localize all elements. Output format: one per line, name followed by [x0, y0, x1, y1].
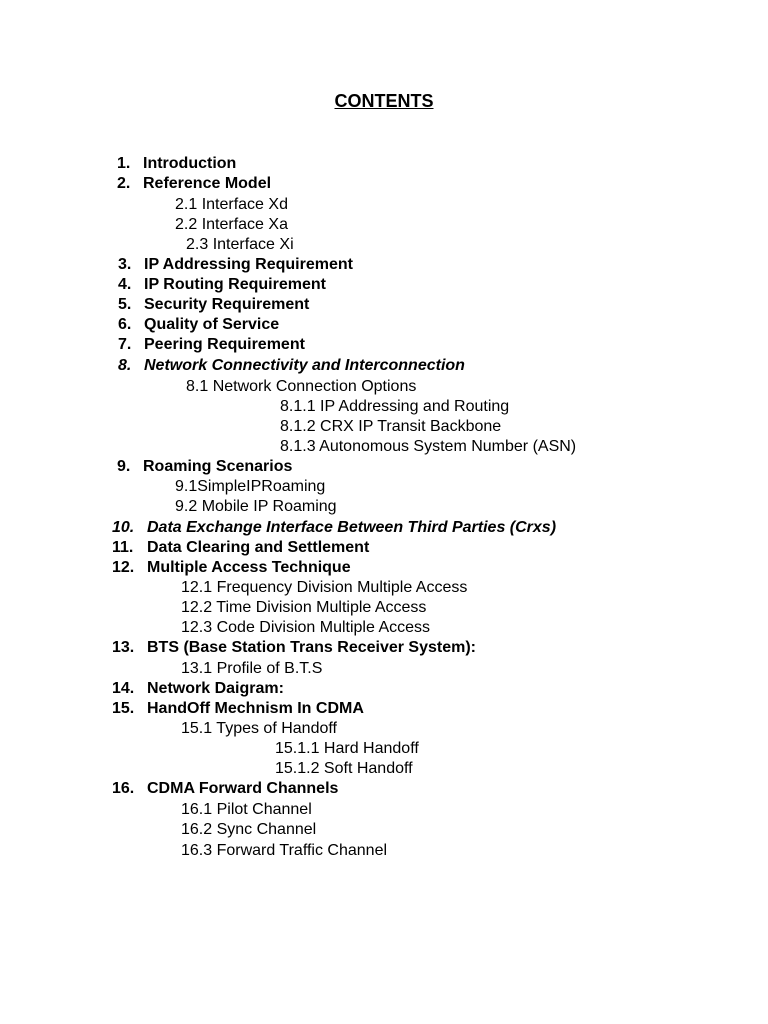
toc-text: CDMA Forward Channels	[147, 780, 339, 797]
toc-subsection	[186, 377, 416, 397]
toc-text: Quality of Service	[144, 316, 280, 333]
toc-text: 9.1SimpleIPRoaming	[175, 478, 326, 495]
toc-section	[118, 255, 353, 275]
toc-text: 13.1 Profile of B.T.S	[181, 660, 323, 677]
toc-text: 8.1.1 IP Addressing and Routing	[280, 398, 510, 415]
toc-text: 2.2 Interface Xa	[175, 216, 288, 233]
toc-subsection	[181, 618, 430, 638]
toc-section	[118, 335, 305, 355]
toc-text: 16.3 Forward Traffic Channel	[181, 842, 388, 859]
toc-text: 8.1.3 Autonomous System Number (ASN)	[280, 438, 577, 455]
toc-text: 2.3 Interface Xi	[186, 236, 294, 253]
toc-subsection	[175, 215, 288, 235]
toc-text: HandOff Mechnism In CDMA	[147, 700, 364, 717]
toc-text: IP Routing Requirement	[144, 276, 326, 293]
toc-subsection	[280, 437, 576, 457]
toc-number: 16.	[112, 780, 135, 797]
toc-number: 14.	[112, 680, 135, 697]
toc-number: 15.	[112, 700, 135, 717]
toc-section	[117, 457, 292, 477]
toc-subsection	[181, 841, 387, 861]
toc-subsection	[280, 397, 509, 417]
toc-text: 8.1.2 CRX IP Transit Backbone	[280, 418, 502, 435]
toc-number: 3.	[118, 256, 132, 273]
toc-section	[118, 295, 309, 315]
toc-section	[112, 699, 364, 719]
toc-section	[118, 356, 465, 376]
toc-subsection	[181, 659, 322, 679]
toc-section	[118, 315, 279, 335]
toc-section	[112, 638, 476, 658]
toc-text: Network Daigram:	[147, 680, 284, 697]
toc-number: 4.	[118, 276, 132, 293]
toc-subsection	[181, 719, 337, 739]
toc-text: Security Requirement	[144, 296, 310, 313]
toc-subsection	[181, 800, 312, 820]
toc-text: Introduction	[143, 155, 237, 172]
toc-subsection	[275, 739, 419, 759]
toc-section	[112, 538, 369, 558]
toc-text: 8.1 Network Connection Options	[186, 378, 417, 395]
toc-text: 15.1 Types of Handoff	[181, 720, 337, 737]
toc-text: 12.3 Code Division Multiple Access	[181, 619, 431, 636]
toc-text: 2.1 Interface Xd	[175, 196, 288, 213]
toc-number: 5.	[118, 296, 132, 313]
toc-text: 12.2 Time Division Multiple Access	[181, 599, 427, 616]
toc-text: Reference Model	[143, 175, 272, 192]
toc-section	[112, 518, 556, 538]
toc-text: Multiple Access Technique	[147, 559, 351, 576]
toc-text: Data Exchange Interface Between Third Parties (Crxs)	[147, 519, 557, 536]
toc-number: 10.	[112, 519, 135, 536]
toc-subsection	[275, 759, 413, 779]
toc-section	[118, 275, 326, 295]
toc-number: 8.	[118, 357, 132, 374]
toc-subsection	[181, 578, 467, 598]
toc-subsection	[175, 477, 325, 497]
toc-text: 16.1 Pilot Channel	[181, 801, 312, 818]
toc-subsection	[186, 235, 294, 255]
toc-text: Data Clearing and Settlement	[147, 539, 370, 556]
toc-text: IP Addressing Requirement	[144, 256, 353, 273]
toc-subsection	[175, 195, 288, 215]
toc-text: 15.1.2 Soft Handoff	[275, 760, 413, 777]
toc-section	[117, 174, 271, 194]
toc-section	[117, 154, 236, 174]
toc-number: 11.	[112, 539, 134, 556]
page-title: CONTENTS	[334, 91, 434, 111]
toc-text: 9.2 Mobile IP Roaming	[175, 498, 337, 515]
toc-number: 1.	[117, 155, 131, 172]
toc-text: Roaming Scenarios	[143, 458, 293, 475]
toc-number: 13.	[112, 639, 135, 656]
toc-number: 9.	[117, 458, 131, 475]
toc-text: 16.2 Sync Channel	[181, 821, 317, 838]
toc-subsection	[181, 598, 426, 618]
toc-number: 6.	[118, 316, 132, 333]
toc-text: 12.1 Frequency Division Multiple Access	[181, 579, 468, 596]
toc-section	[112, 779, 338, 799]
toc-subsection	[280, 417, 501, 437]
toc-text: Network Connectivity and Interconnection	[144, 357, 465, 374]
toc-subsection	[175, 497, 337, 517]
toc-number: 7.	[118, 336, 132, 353]
toc-text: BTS (Base Station Trans Receiver System):	[147, 639, 477, 656]
toc-subsection	[181, 820, 316, 840]
toc-number: 12.	[112, 559, 135, 576]
toc-text: Peering Requirement	[144, 336, 305, 353]
toc-section	[112, 679, 284, 699]
toc-section	[112, 558, 351, 578]
toc-text: 15.1.1 Hard Handoff	[275, 740, 419, 757]
toc-number: 2.	[117, 175, 131, 192]
